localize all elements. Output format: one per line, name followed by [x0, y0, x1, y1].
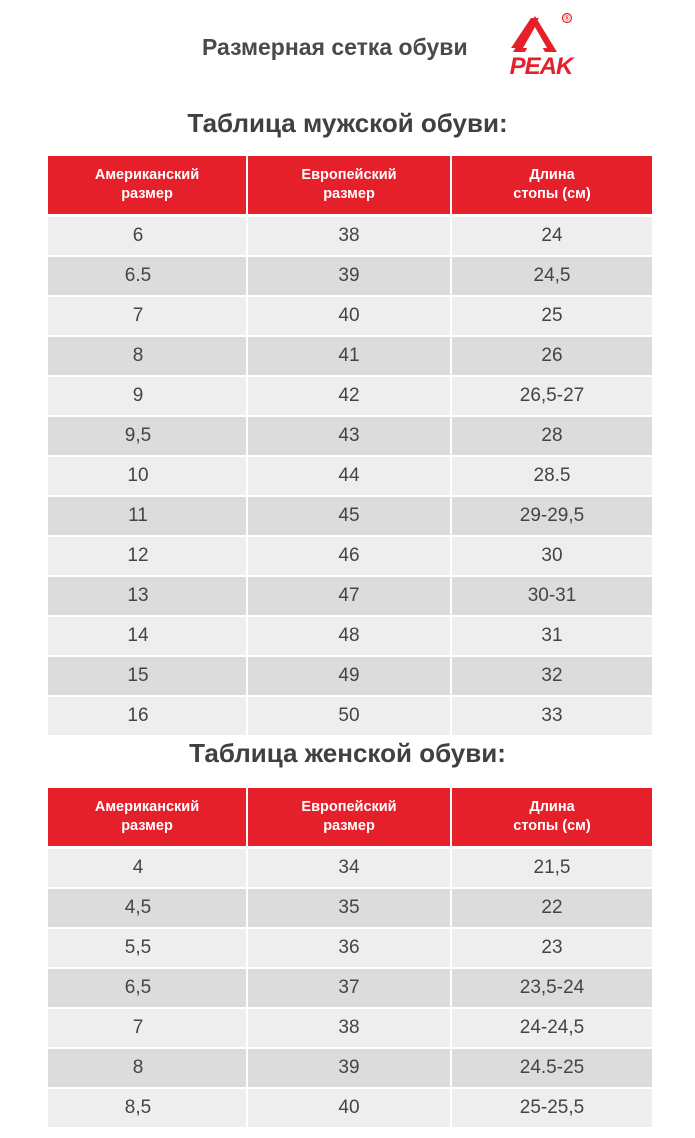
- logo-registered-mark: ®: [564, 15, 570, 23]
- table-row: [48, 1089, 652, 1129]
- page-title: Размерная сетка обуви: [202, 34, 468, 60]
- table-row: [48, 1009, 652, 1049]
- cell-foot-length: 28: [452, 417, 652, 457]
- women-size-table: [46, 788, 654, 1129]
- cell-eu-size: 47: [248, 577, 450, 617]
- cell-foot-length: 22: [452, 889, 652, 929]
- cell-eu-size: 45: [248, 497, 450, 537]
- column-header-foot-length: Длина стопы (см): [452, 156, 652, 217]
- table-header-row: [48, 788, 652, 849]
- cell-foot-length: 33: [452, 697, 652, 737]
- men-table-title: Таблица мужской обуви:: [187, 108, 508, 138]
- cell-us-size: 8: [48, 1049, 246, 1089]
- cell-foot-length: 31: [452, 617, 652, 657]
- cell-eu-size: 40: [248, 1089, 450, 1129]
- cell-us-size: 6,5: [48, 969, 246, 1009]
- cell-us-size: 11: [48, 497, 246, 537]
- cell-us-size: 4: [48, 849, 246, 889]
- cell-eu-size: 38: [248, 1009, 450, 1049]
- cell-us-size: 8: [48, 337, 246, 377]
- table-row: [48, 537, 652, 577]
- cell-eu-size: 49: [248, 657, 450, 697]
- cell-us-size: 6: [48, 217, 246, 257]
- cell-foot-length: 30-31: [452, 577, 652, 617]
- cell-eu-size: 39: [248, 1049, 450, 1089]
- cell-eu-size: 38: [248, 217, 450, 257]
- table-row: [48, 657, 652, 697]
- cell-foot-length: 29-29,5: [452, 497, 652, 537]
- table-row: [48, 217, 652, 257]
- table-row: [48, 417, 652, 457]
- cell-eu-size: 48: [248, 617, 450, 657]
- cell-eu-size: 39: [248, 257, 450, 297]
- cell-eu-size: 50: [248, 697, 450, 737]
- cell-us-size: 14: [48, 617, 246, 657]
- table-row: [48, 377, 652, 417]
- cell-foot-length: 26,5-27: [452, 377, 652, 417]
- table-row: [48, 1049, 652, 1089]
- column-header-us-size: Американский размер: [48, 788, 246, 849]
- column-header-foot-length: Длина стопы (см): [452, 788, 652, 849]
- cell-us-size: 10: [48, 457, 246, 497]
- cell-eu-size: 34: [248, 849, 450, 889]
- table-row: [48, 337, 652, 377]
- cell-eu-size: 35: [248, 889, 450, 929]
- cell-us-size: 13: [48, 577, 246, 617]
- cell-foot-length: 24.5-25: [452, 1049, 652, 1089]
- cell-foot-length: 24,5: [452, 257, 652, 297]
- table-row: [48, 297, 652, 337]
- cell-foot-length: 30: [452, 537, 652, 577]
- logo-wordmark: PEAK: [509, 53, 573, 78]
- table-row: [48, 497, 652, 537]
- cell-foot-length: 21,5: [452, 849, 652, 889]
- cell-foot-length: 28.5: [452, 457, 652, 497]
- cell-eu-size: 36: [248, 929, 450, 969]
- cell-foot-length: 32: [452, 657, 652, 697]
- cell-foot-length: 23,5-24: [452, 969, 652, 1009]
- cell-eu-size: 37: [248, 969, 450, 1009]
- table-row: [48, 617, 652, 657]
- cell-foot-length: 24: [452, 217, 652, 257]
- women-table-title: Таблица женской обуви:: [189, 738, 506, 768]
- cell-us-size: 9: [48, 377, 246, 417]
- table-row: [48, 457, 652, 497]
- column-header-eu-size: Европейский размер: [248, 156, 450, 217]
- page-header: [0, 0, 695, 90]
- cell-eu-size: 40: [248, 297, 450, 337]
- cell-us-size: 6.5: [48, 257, 246, 297]
- cell-eu-size: 44: [248, 457, 450, 497]
- cell-eu-size: 46: [248, 537, 450, 577]
- cell-us-size: 7: [48, 297, 246, 337]
- column-header-eu-size: Европейский размер: [248, 788, 450, 849]
- cell-eu-size: 43: [248, 417, 450, 457]
- cell-us-size: 4,5: [48, 889, 246, 929]
- peak-logo: [505, 10, 577, 78]
- cell-us-size: 9,5: [48, 417, 246, 457]
- table-row: [48, 849, 652, 889]
- cell-us-size: 15: [48, 657, 246, 697]
- table-header-row: [48, 156, 652, 217]
- cell-foot-length: 24-24,5: [452, 1009, 652, 1049]
- cell-us-size: 16: [48, 697, 246, 737]
- table-row: [48, 889, 652, 929]
- cell-foot-length: 26: [452, 337, 652, 377]
- cell-us-size: 8,5: [48, 1089, 246, 1129]
- cell-eu-size: 41: [248, 337, 450, 377]
- cell-eu-size: 42: [248, 377, 450, 417]
- cell-foot-length: 25: [452, 297, 652, 337]
- table-row: [48, 257, 652, 297]
- table-row: [48, 929, 652, 969]
- cell-us-size: 12: [48, 537, 246, 577]
- cell-us-size: 7: [48, 1009, 246, 1049]
- column-header-us-size: Американский размер: [48, 156, 246, 217]
- cell-foot-length: 25-25,5: [452, 1089, 652, 1129]
- table-row: [48, 697, 652, 737]
- men-size-table: [46, 156, 654, 737]
- cell-foot-length: 23: [452, 929, 652, 969]
- table-row: [48, 969, 652, 1009]
- cell-us-size: 5,5: [48, 929, 246, 969]
- table-row: [48, 577, 652, 617]
